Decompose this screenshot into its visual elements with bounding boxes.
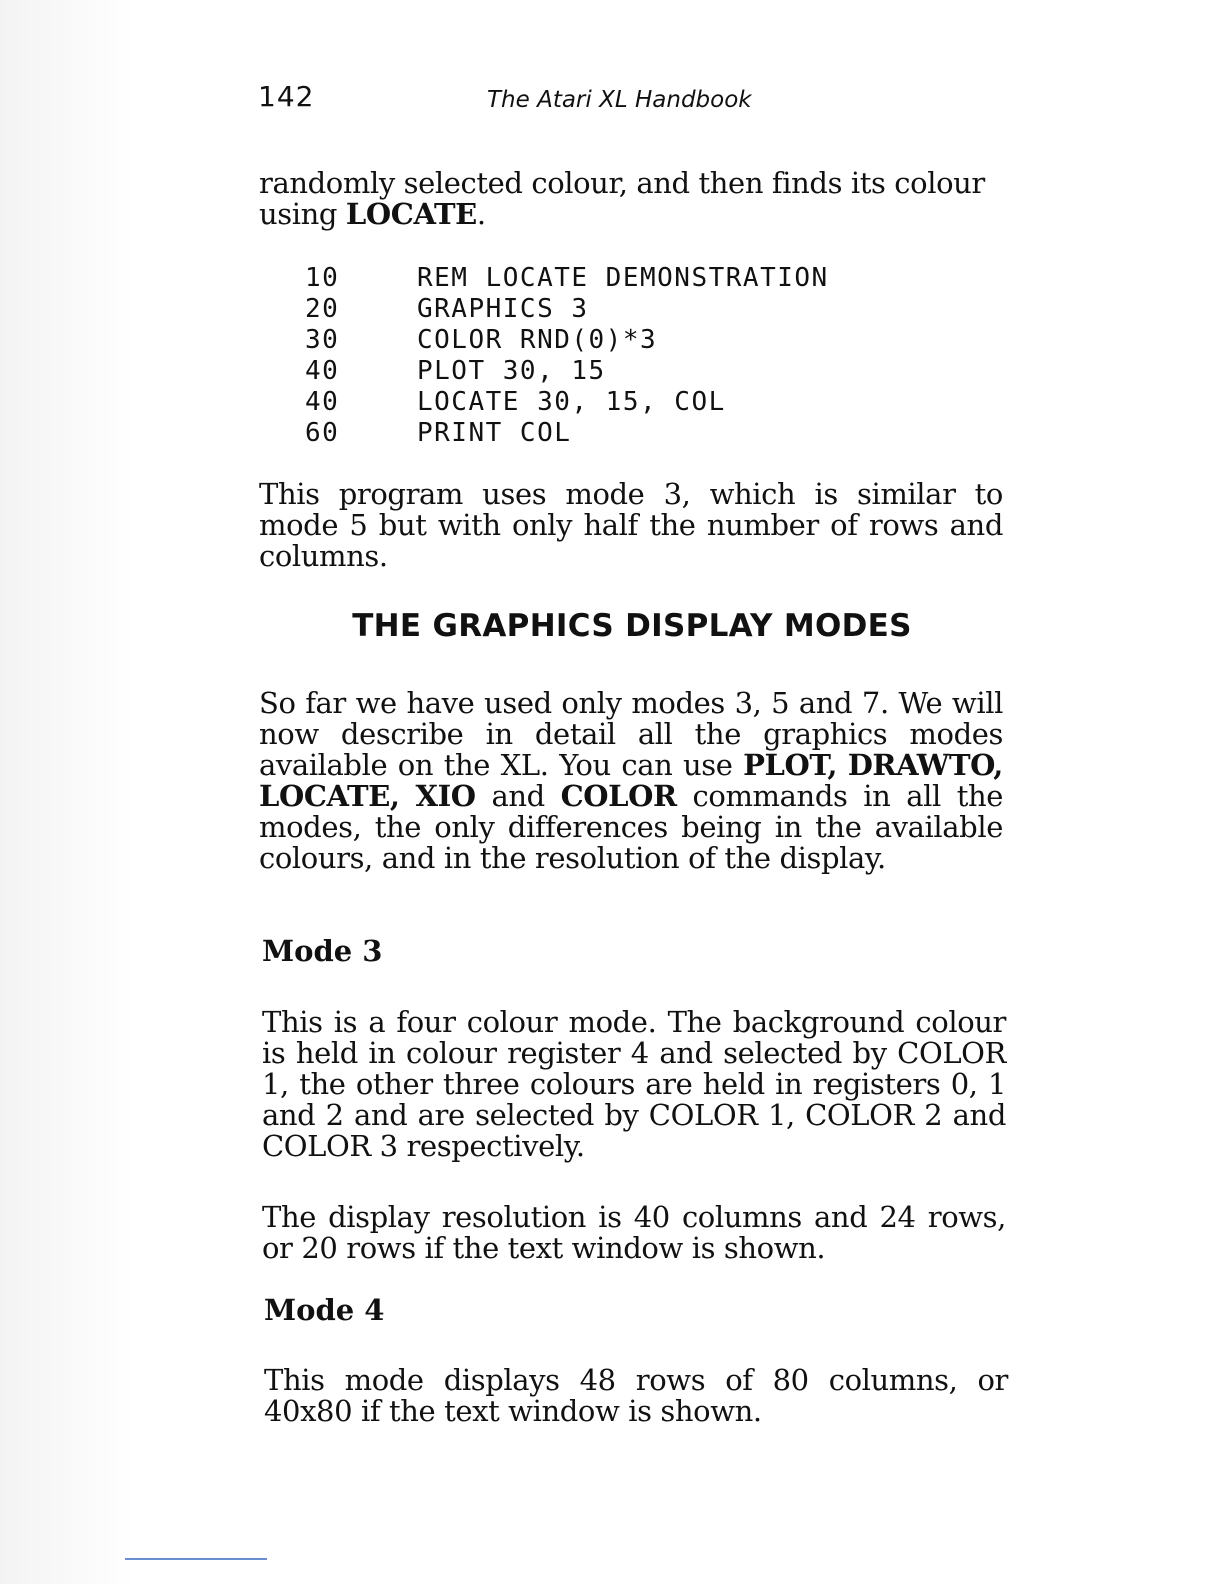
intro-line-2-prefix: using [259,197,346,231]
page-number: 142 [258,80,315,113]
line-number: 10 [305,263,340,293]
program-line [305,387,829,418]
mode-4-description: This mode displays 48 rows of 80 columns, or 40x80 if the text window is shown. [264,1363,1008,1428]
program-line [305,418,829,449]
line-number: 60 [305,418,340,448]
intro-paragraph [259,168,1003,230]
and-word: and [491,779,545,813]
section-heading: THE GRAPHICS DISPLAY MODES [352,608,912,644]
bottom-rule [125,1558,267,1560]
mode-4-heading: Mode 4 [264,1293,385,1327]
line-number: 40 [305,387,340,417]
running-title: The Atari XL Handbook [487,87,752,113]
intro-line-2-suffix: . [476,197,486,231]
mode-3-resolution: The display resolution is 40 columns and 24 rows, or 20 rows if the text window is shown. [262,1200,1006,1265]
line-number: 30 [305,325,340,355]
line-code: COLOR RND(0)*3 [417,325,658,355]
line-number: 20 [305,294,340,324]
program-line [305,356,829,387]
locate-keyword: LOCATE, [259,779,400,813]
mode-3-heading: Mode 3 [262,934,383,968]
page-header [258,80,1018,124]
locate-keyword: LOCATE [345,197,477,231]
intro-text-part-2: commands in all the modes, the only differences being in the available colours, and in the resolution of the display. [259,779,1003,875]
mode-3-description: This is a four colour mode. The background colour is held in colour register 4 and selected by COLOR 1, the other three colours are held in registers 0, 1 and 2 and are selected by COLOR 1, COLOR 2 and COLOR 3 respectively. [262,1005,1006,1163]
plot-keyword: PLOT, [743,748,838,782]
intro-text-part-1: So far we have used only modes 3, 5 and 7. We will now describe in detail all the graphics modes available on the XL. You can use [259,686,1003,782]
program-line [305,325,829,356]
program-line [305,263,829,294]
line-code: LOCATE 30, 15, COL [417,387,726,417]
program-listing [305,263,829,449]
line-code: PRINT COL [417,418,572,448]
line-code: GRAPHICS 3 [417,294,589,324]
program-line [305,294,829,325]
line-code: REM LOCATE DEMONSTRATION [417,263,829,293]
program-explanation: This program uses mode 3, which is similar to mode 5 but with only half the number of rows and columns. [259,477,1003,573]
xio-keyword: XIO [415,779,476,813]
line-number: 40 [305,356,340,386]
drawto-keyword: DRAWTO, [847,748,1003,782]
scan-margin-shade [0,0,135,1584]
graphics-modes-intro [259,688,1003,874]
line-code: PLOT 30, 15 [417,356,606,386]
color-keyword: COLOR [560,779,677,813]
intro-line-1: randomly selected colour, and then finds its colour [259,166,985,200]
